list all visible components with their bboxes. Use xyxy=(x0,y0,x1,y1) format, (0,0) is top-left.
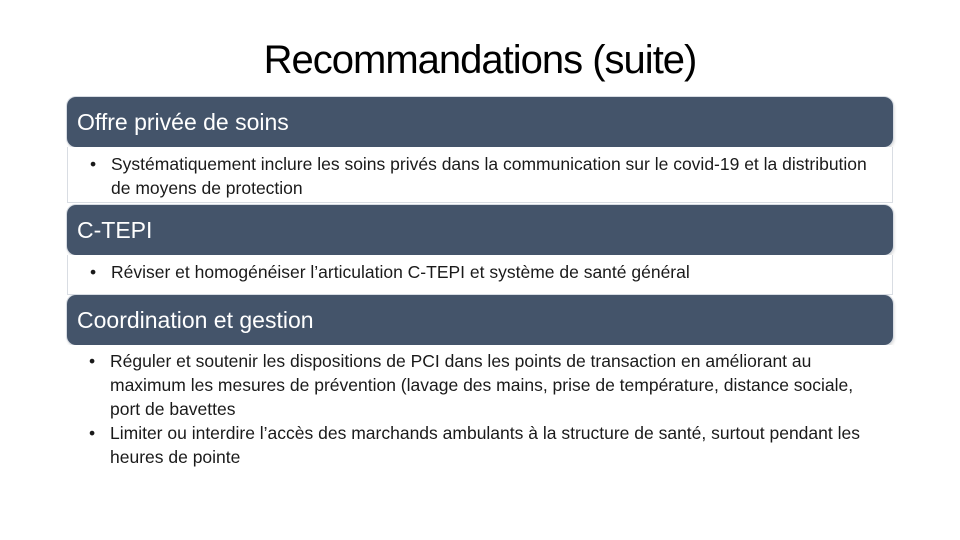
list-item xyxy=(68,152,892,200)
section-body-c-tepi xyxy=(67,255,893,295)
list-item xyxy=(67,349,893,421)
list-item-text: Limiter ou interdire l’accès des marchands ambulants à la structure de santé, surtout pendant les heures de pointe xyxy=(110,423,860,467)
bullet-icon: • xyxy=(89,351,96,371)
bullet-list xyxy=(67,349,893,469)
section-header-coordination xyxy=(67,295,893,345)
section-header-offre-privee xyxy=(67,97,893,147)
list-item xyxy=(67,421,893,469)
bullet-icon: • xyxy=(90,154,97,174)
bullet-icon: • xyxy=(90,262,97,282)
section-body-offre-privee xyxy=(67,147,893,203)
section-header-c-tepi xyxy=(67,205,893,255)
list-item xyxy=(68,260,892,284)
bullet-list xyxy=(68,260,892,284)
list-item-text: Réviser et homogénéiser l’articulation C-TEPI et système de santé général xyxy=(111,262,690,282)
page-title: Recommandations (suite) xyxy=(263,38,697,82)
section-header-label: Offre privée de soins xyxy=(77,109,289,135)
section-header-label: Coordination et gestion xyxy=(77,307,314,333)
bullet-icon: • xyxy=(89,423,96,443)
bullet-list xyxy=(68,152,892,200)
section-body-coordination xyxy=(67,345,893,481)
section-header-label: C-TEPI xyxy=(77,217,153,243)
list-item-text: Réguler et soutenir les dispositions de PCI dans les points de transaction en améliorant au maximum les mesures de prévention (lavage des mains, prise de température, distance sociale, port de bavettes xyxy=(110,351,854,419)
list-item-text: Systématiquement inclure les soins privés dans la communication sur le covid-19 et la distribution de moyens de protection xyxy=(111,154,867,198)
